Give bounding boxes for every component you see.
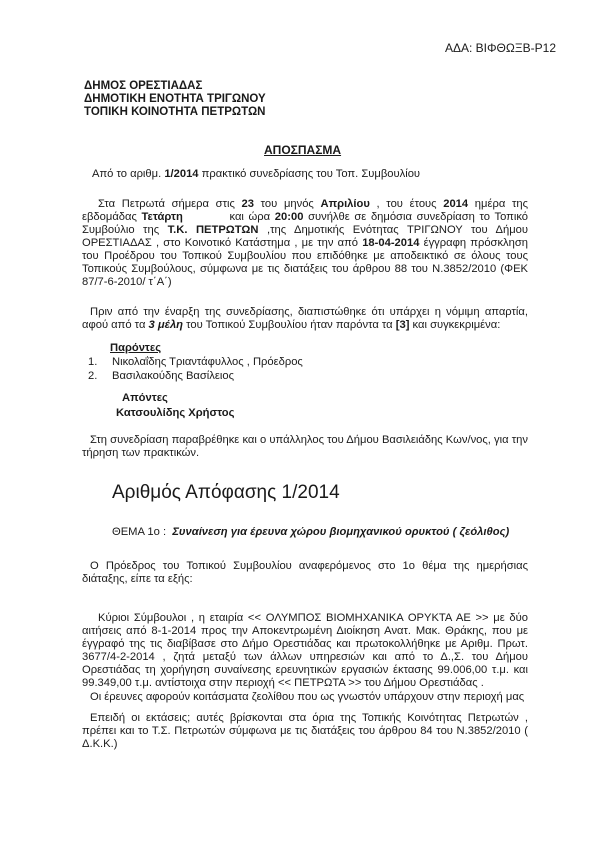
ada-code: ΑΔΑ: ΒΙΦΘΩΞΒ-Ρ12	[444, 41, 556, 55]
paragraph-clerk: Στη συνεδρίαση παραβρέθηκε και ο υπάλληλος του Δήμου Βασιλειάδης Κων/νος, για την τήρηση των πρακτικών.	[82, 434, 528, 459]
present-label: Παρόντες	[110, 342, 162, 354]
paragraph-zeolite: Οι έρευνες αφορούν κοιτάσματα ζεολίθου που ως γνωστόν υπάρχουν στην περιοχή μας	[90, 691, 525, 703]
header-municipality: ΔΗΜΟΣ ΟΡΕΣΤΙΑΔΑΣ	[84, 80, 203, 92]
intro-line: Από το αριθμ. 1/2014 πρακτικό συνεδρίασης του Τοπ. Συμβουλίου	[92, 168, 421, 180]
subject-line: ΘΕΜΑ 1ο : Συναίνεση για έρευνα χώρου βιομηχανικού ορυκτού ( ζεόλιθος)	[112, 526, 510, 538]
header-unit: ΔΗΜΟΤΙΚΗ ΕΝΟΤΗΤΑ ΤΡΙΓΩΝΟΥ	[84, 93, 266, 105]
absent-member: Κατσουλίδης Χρήστος	[116, 407, 235, 419]
paragraph-boundaries: Επειδή οι εκτάσεις; αυτές βρίσκονται στα όρια της Τοπικής Κοινότητας Πετρωτών , πρέπει και το Τ.Σ. Πετρωτών σύμφωνα με τις διατάξεις του άρθρου 84 του Ν.3852/2010 ( Δ.Κ.Κ.)	[82, 712, 528, 750]
header-community: ΤΟΠΙΚΗ ΚΟΙΝΟΤΗΤΑ ΠΕΤΡΩΤΩΝ	[84, 106, 266, 118]
paragraph-quorum: Πριν από την έναρξη της συνεδρίασης, διαπιστώθηκε ότι υπάρχει η νόμιμη απαρτία, αφού από τα 3 μέλη του Τοπικού Συμβουλίου ήταν παρόντα τα [3] και συγκεκριμένα:	[82, 306, 528, 331]
absent-label: Απόντες	[122, 392, 168, 404]
decision-title: Αριθμός Απόφασης 1/2014	[112, 482, 340, 503]
present-member: 1. Νικολαΐδης Τριαντάφυλλος , Πρόεδρος	[88, 356, 303, 368]
present-member: 2. Βασιλακούδης Βασίλειος	[88, 370, 234, 382]
document-title: ΑΠΟΣΠΑΣΜΑ	[264, 143, 342, 157]
paragraph-president: Ο Πρόεδρος του Τοπικού Συμβουλίου αναφερόμενος στο 1ο θέμα της ημερήσιας διάταξης, είπε τα εξής:	[82, 560, 528, 585]
paragraph-meeting: Στα Πετρωτά σήμερα στις 23 του μηνός Απριλίου , του έτους 2014 ημέρα της εβδομάδας Τετάρτη και ώρα 20:00 συνήλθε σε δημόσια συνεδρίαση το Τοπικό Συμβούλιο της Τ.Κ. ΠΕΤΡΩΤΩΝ ,της Δημοτικής Ενότητας ΤΡΙΓΩΝΟΥ του Δήμου ΟΡΕΣΤΙΑΔΑΣ , στο Κοινοτικό Κατάστημα , με την από 18-04-2014 έγγραφη πρόσκληση του Προέδρου του Τοπικού Συμβουλίου που επιδόθηκε με αποδεικτικό σε όλους τους Τοπικούς Συμβούλους, σύμφωνα με τις διατάξεις του άρθρου 88 του Ν.3852/2010 (ΦΕΚ 87/7-6-2010/ τ΄Α΄)	[82, 198, 529, 288]
paragraph-company-request: Κύριοι Σύμβουλοι , η εταιρία << ΟΛΥΜΠΟΣ ΒΙΟΜΗΧΑΝΙΚΑ ΟΡΥΚΤΑ ΑΕ >> με δύο αιτήσεις από 8-1-2014 προς την Αποκεντρωμένη Διοίκηση Ανατ. Μακ. Θράκης, που με έγγραφό της τις διαβίβασε στο Δήμο Ορεστιάδας και πρωτοκολλήθηκε με Αριθμ. Πρωτ. 3677/4-2-2014 , ζητά μεταξύ των άλλων υπηρεσιών και από το Δ.,Σ. του Δήμου Ορεστιάδας τη χορήγηση συναίνεσης ερευνητικών εργασιών έκτασης 99.006,00 τ.μ. και 99.349,00 τ.μ. αντίστοιχα στην περιοχή << ΠΕΤΡΩΤΑ >> του Δήμου Ορεστιάδας .	[82, 612, 528, 689]
